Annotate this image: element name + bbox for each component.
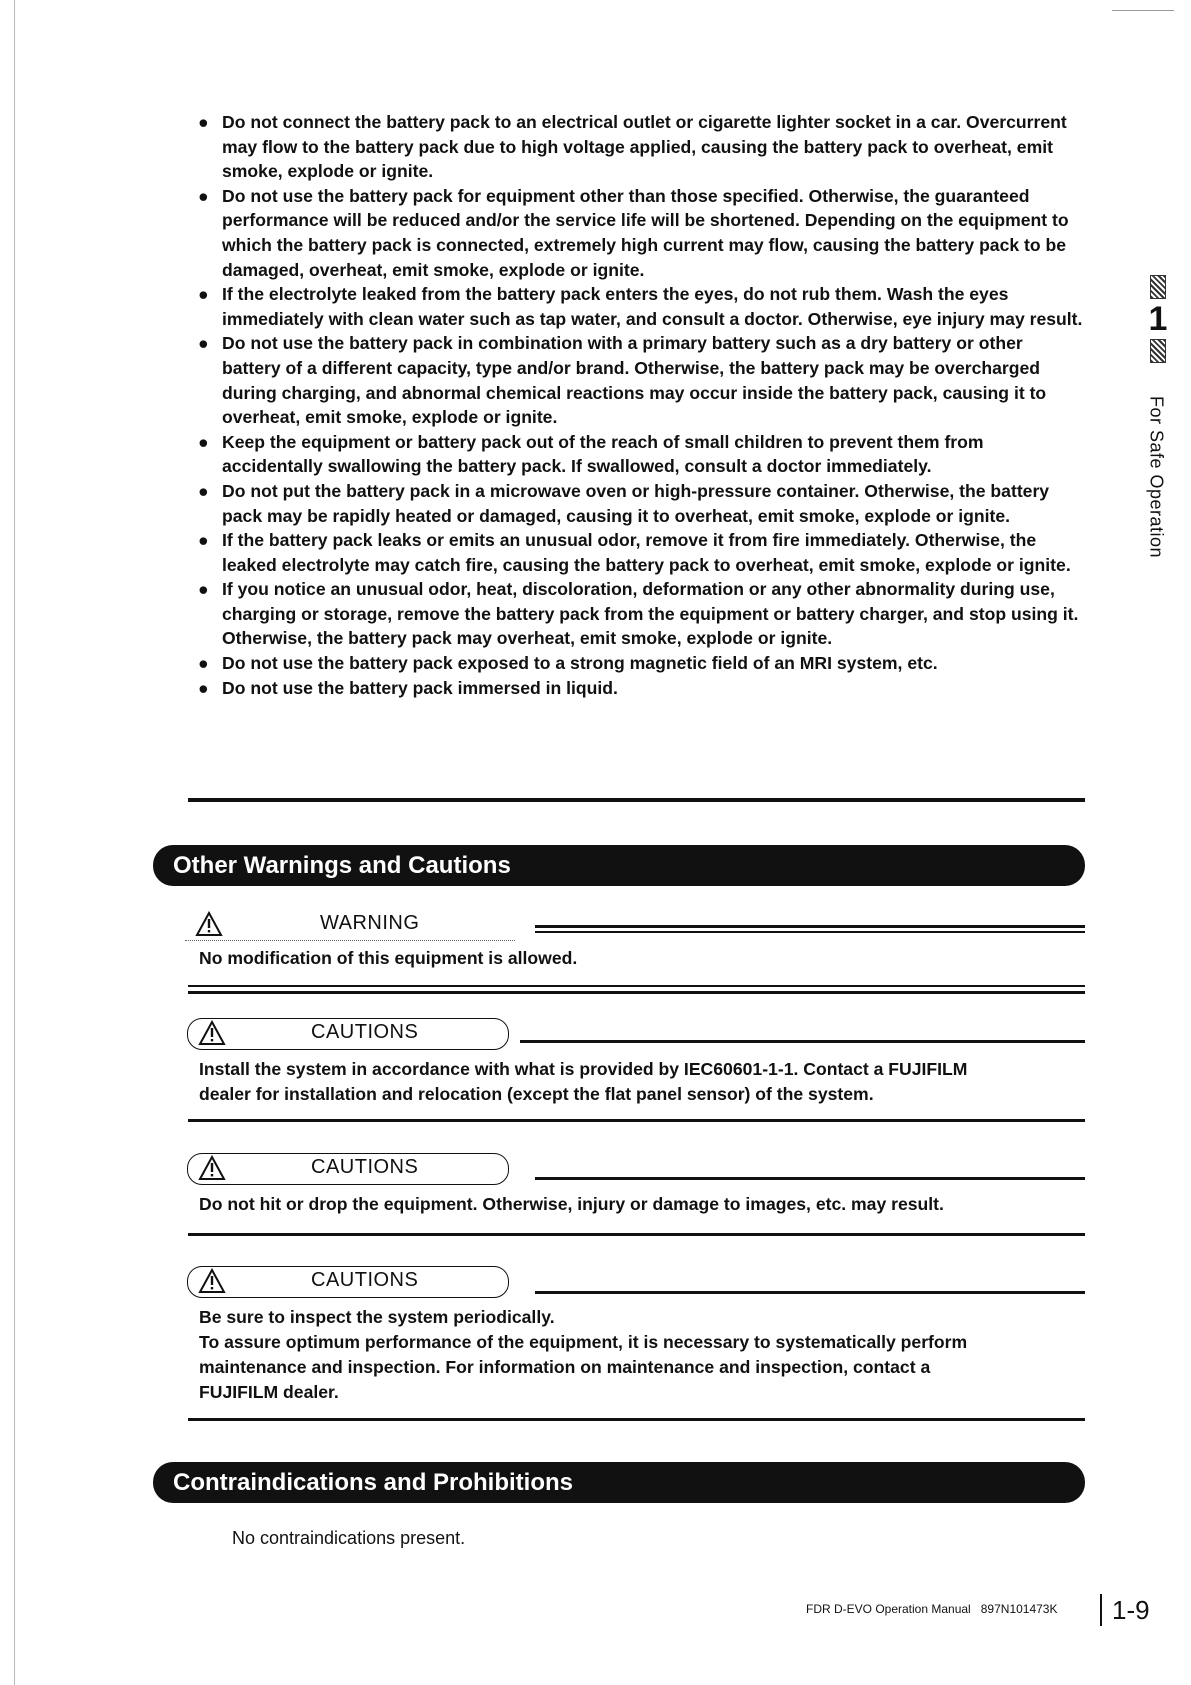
divider-line: [535, 931, 1085, 933]
warning-triangle-icon: [195, 911, 223, 937]
warning-label: [185, 910, 515, 941]
chapter-tab-pattern: [1150, 339, 1166, 363]
caution-label-text: CAUTIONS: [311, 1269, 419, 1291]
list-item: ● Do not use the battery pack exposed to a strong magnetic field of an MRI system, etc.: [196, 651, 1086, 676]
battery-warning-list: [196, 110, 1086, 700]
bullet-dot-icon: ●: [198, 480, 209, 501]
divider-line: [188, 991, 1085, 994]
caution-label-text: CAUTIONS: [311, 1021, 419, 1043]
footer-manual: FDR D-EVO Operation Manual 897N101473K: [806, 1602, 1058, 1616]
footer-separator: [1100, 1594, 1102, 1626]
chapter-number: 1: [1148, 300, 1168, 338]
list-item: ● If the battery pack leaks or emits an unusual odor, remove it from fire immediately. Otherwise, the leaked electrolyte may catch fire, causing the battery pack to overheat, emit smoke, explode or ignite.: [198, 530, 1071, 575]
top-corner-line: [1112, 10, 1174, 11]
section-heading-other-warnings: Other Warnings and Cautions: [153, 845, 1085, 886]
caution-label: [187, 1266, 509, 1298]
warning-text: No modification of this equipment is allowed.: [199, 948, 578, 968]
list-item: ● Do not use the battery pack for equipment other than those specified. Otherwise, the guaranteed performance will be reduced and/or the service life will be shortened. Depending on the equipment to which the battery pack is connected, extremely high current may flow, causing the battery pack to be damaged, overheat, emit smoke, explode or ignite.: [198, 185, 1069, 280]
chapter-tab: [1147, 275, 1169, 363]
divider-line: [535, 925, 1085, 928]
warning-triangle-icon: [198, 1020, 226, 1046]
left-margin-line: [14, 0, 15, 1685]
divider-line: [535, 1177, 1085, 1180]
divider-line: [535, 1291, 1085, 1294]
warning-triangle-icon: [198, 1268, 226, 1294]
bullet-dot-icon: ●: [198, 431, 209, 452]
list-item: ● If you notice an unusual odor, heat, discoloration, deformation or any other abnormality during use, charging or storage, remove the battery pack from the equipment or battery charger, and stop using it. Otherwise, the battery pack may overheat, emit smoke, explode or ignite.: [198, 579, 1079, 649]
bullet-dot-icon: ●: [198, 579, 209, 600]
divider-line: [188, 1119, 1085, 1122]
contraindications-text: No contraindications present.: [232, 1528, 466, 1548]
section-heading-contraindications: Contraindications and Prohibitions: [153, 1462, 1085, 1503]
bullet-dot-icon: ●: [198, 677, 209, 698]
chapter-title: [1136, 392, 1176, 562]
list-item: ● Do not connect the battery pack to an electrical outlet or cigarette lighter socket in a car. Overcurrent may flow to the battery pack due to high voltage applied, causing the battery pack to overheat, emit smoke, explode or ignite.: [198, 112, 1067, 182]
list-item: ● Do not use the battery pack immersed in liquid.: [196, 676, 1086, 701]
chapter-title-text: For Safe Operation: [1146, 395, 1167, 559]
bullet-dot-icon: ●: [198, 333, 209, 354]
bullet-dot-icon: ●: [198, 284, 209, 305]
divider-line: [188, 1418, 1085, 1421]
caution-text: Install the system in accordance with what is provided by IEC60601-1-1. Contact a FUJIFILM dealer for installation and relocation (except the flat panel sensor) of the system.: [199, 1059, 968, 1104]
footer-code: 897N101473K: [980, 1602, 1058, 1616]
list-item: ● If the electrolyte leaked from the battery pack enters the eyes, do not rub them. Wash the eyes immediately with clean water such as tap water, and consult a doctor. Otherwise, eye injury may result.: [198, 284, 1083, 329]
caution-label: [187, 1153, 509, 1185]
chapter-tab-pattern: [1150, 275, 1166, 299]
list-item: ● Do not put the battery pack in a microwave oven or high-pressure container. Otherwise, the battery pack may be rapidly heated or damaged, causing it to overheat, emit smoke, explode or ignite.: [198, 480, 1050, 526]
caution-label: [187, 1018, 509, 1050]
caution-text: Do not hit or drop the equipment. Otherwise, injury or damage to images, etc. may result.: [199, 1194, 944, 1214]
bullet-dot-icon: ●: [198, 653, 209, 674]
caution-text: Be sure to inspect the system periodically. To assure optimum performance of the equipment, it is necessary to systematically perform maintenance and inspection. For information on maintenance and inspection, contact a FUJIFILM dealer.: [199, 1307, 968, 1402]
caution-label-text: CAUTIONS: [311, 1156, 419, 1178]
page-number: 1-9: [1112, 1595, 1150, 1625]
bullet-dot-icon: ●: [198, 530, 209, 551]
warning-label-text: WARNING: [320, 912, 420, 934]
divider-line: [520, 1040, 1085, 1043]
divider-line: [188, 1233, 1085, 1236]
bullet-dot-icon: ●: [198, 185, 209, 206]
bullet-dot-icon: ●: [198, 112, 209, 132]
divider-line: [188, 798, 1085, 802]
divider-line: [188, 985, 1085, 987]
list-item: ● Keep the equipment or battery pack out of the reach of small children to prevent them from accidentally swallowing the battery pack. If swallowed, consult a doctor immediately.: [198, 431, 984, 477]
warning-triangle-icon: [198, 1155, 226, 1181]
list-item: ● Do not use the battery pack in combination with a primary battery such as a dry battery or other battery of a different capacity, type and/or brand. Otherwise, the battery pack may be overcharged during charging, and abnormal chemical reactions may occur inside the battery pack, causing it to overheat, emit smoke, explode or ignite.: [198, 333, 1047, 428]
